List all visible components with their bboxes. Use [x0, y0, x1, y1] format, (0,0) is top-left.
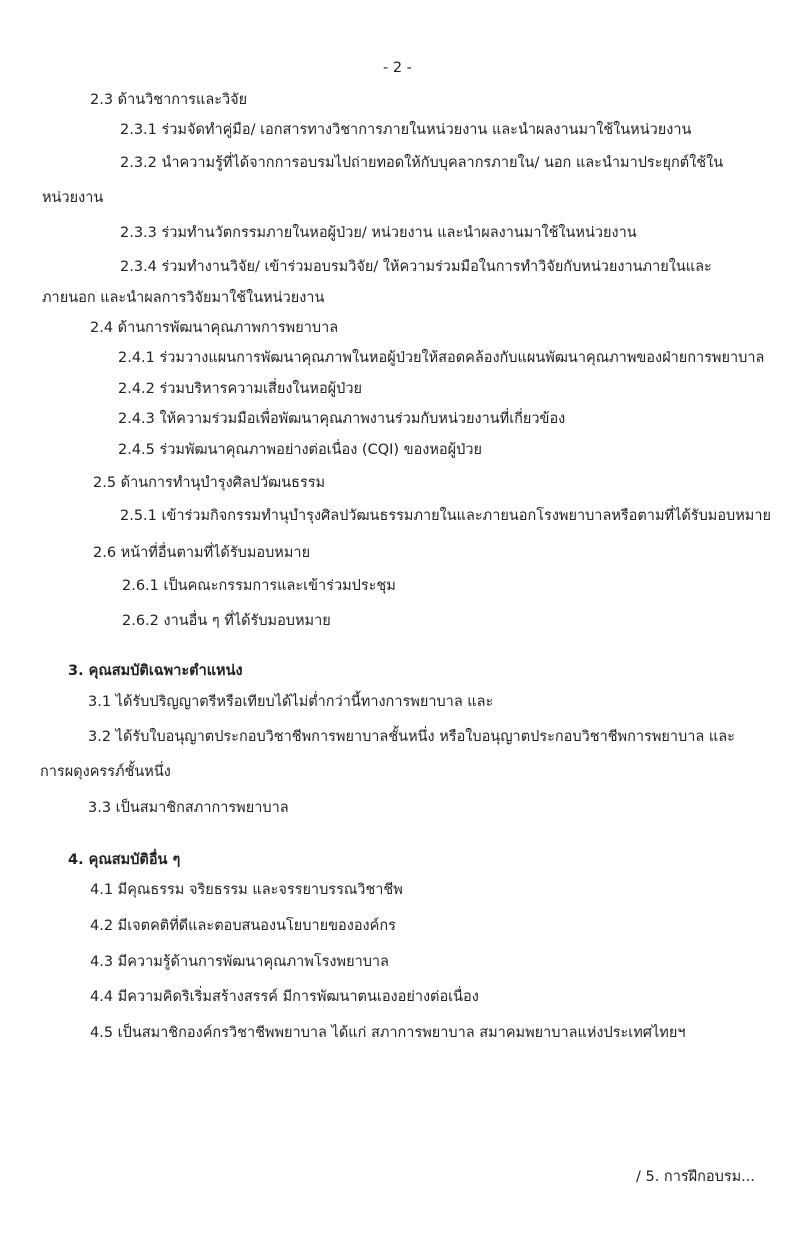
- item-2-5-1: 2.5.1 เข้าร่วมกิจกรรมทำนุบำรุงศิลปวัฒนธรรมภายในและภายนอกโรงพยาบาลหรือตามที่ได้รับมอบหมาย: [120, 508, 771, 524]
- item-2-3-1: 2.3.1 ร่วมจัดทำคู่มือ/ เอกสารทางวิชาการภายในหน่วยงาน และนำผลงานมาใช้ในหน่วยงาน: [120, 122, 692, 138]
- item-3-2-cont: การผดุงครรภ์ชั้นหนึ่ง: [40, 764, 171, 780]
- item-2-6-2: 2.6.2 งานอื่น ๆ ที่ได้รับมอบหมาย: [122, 613, 331, 629]
- section-2-5-title: 2.5 ด้านการทำนุบำรุงศิลปวัฒนธรรม: [93, 475, 326, 491]
- item-2-4-1: 2.4.1 ร่วมวางแผนการพัฒนาคุณภาพในหอผู้ป่วยให้สอดคล้องกับแผนพัฒนาคุณภาพของฝ่ายการพยาบาล: [118, 350, 765, 366]
- item-3-3: 3.3 เป็นสมาชิกสภาการพยาบาล: [88, 800, 289, 816]
- section-2-3-title: 2.3 ด้านวิชาการและวิจัย: [90, 92, 248, 108]
- item-2-3-4: 2.3.4 ร่วมทำงานวิจัย/ เข้าร่วมอบรมวิจัย/ ให้ความร่วมมือในการทำวิจัยกับหน่วยงานภายในและ: [120, 259, 712, 275]
- continuation-note: / 5. การฝึกอบรม...: [635, 1169, 755, 1185]
- item-3-1: 3.1 ได้รับปริญญาตรีหรือเทียบได้ไม่ต่ำกว่านี้ทางการพยาบาล และ: [88, 694, 494, 710]
- page-number: - 2 -: [383, 60, 412, 76]
- section-3-title: 3. คุณสมบัติเฉพาะตำแหน่ง: [68, 663, 243, 679]
- item-2-4-2: 2.4.2 ร่วมบริหารความเสี่ยงในหอผู้ป่วย: [118, 381, 362, 397]
- item-2-3-3: 2.3.3 ร่วมทำนวัตกรรมภายในหอผู้ป่วย/ หน่วยงาน และนำผลงานมาใช้ในหน่วยงาน: [120, 225, 637, 241]
- section-2-6-title: 2.6 หน้าที่อื่นตามที่ได้รับมอบหมาย: [93, 545, 311, 561]
- item-4-5: 4.5 เป็นสมาชิกองค์กรวิชาชีพพยาบาล ได้แก่ สภาการพยาบาล สมาคมพยาบาลแห่งประเทศไทยฯ: [90, 1025, 686, 1041]
- item-3-2: 3.2 ได้รับใบอนุญาตประกอบวิชาชีพการพยาบาลชั้นหนึ่ง หรือใบอนุญาตประกอบวิชาชีพการพยาบาล และ: [88, 729, 735, 745]
- item-4-3: 4.3 มีความรู้ด้านการพัฒนาคุณภาพโรงพยาบาล: [90, 954, 389, 970]
- item-2-3-2-cont: หน่วยงาน: [42, 190, 104, 206]
- section-4-title: 4. คุณสมบัติอื่น ๆ: [68, 852, 181, 868]
- item-2-4-3: 2.4.3 ให้ความร่วมมือเพื่อพัฒนาคุณภาพงานร่วมกับหน่วยงานที่เกี่ยวข้อง: [118, 411, 566, 427]
- item-2-3-4-cont: ภายนอก และนำผลการวิจัยมาใช้ในหน่วยงาน: [42, 290, 325, 306]
- item-4-1: 4.1 มีคุณธรรม จริยธรรม และจรรยาบรรณวิชาชีพ: [90, 882, 403, 898]
- item-2-3-2: 2.3.2 นำความรู้ที่ได้จากการอบรมไปถ่ายทอดให้กับบุคลากรภายใน/ นอก และนำมาประยุกต์ใช้ใน: [120, 155, 724, 171]
- section-2-4-title: 2.4 ด้านการพัฒนาคุณภาพการพยาบาล: [90, 320, 339, 336]
- item-4-2: 4.2 มีเจตคติที่ดีและตอบสนองนโยบายขององค์กร: [90, 918, 396, 934]
- item-2-4-5: 2.4.5 ร่วมพัฒนาคุณภาพอย่างต่อเนื่อง (CQI) ของหอผู้ป่วย: [118, 442, 482, 458]
- item-4-4: 4.4 มีความคิดริเริ่มสร้างสรรค์ มีการพัฒนาตนเองอย่างต่อเนื่อง: [90, 989, 479, 1005]
- item-2-6-1: 2.6.1 เป็นคณะกรรมการและเข้าร่วมประชุม: [122, 578, 396, 594]
